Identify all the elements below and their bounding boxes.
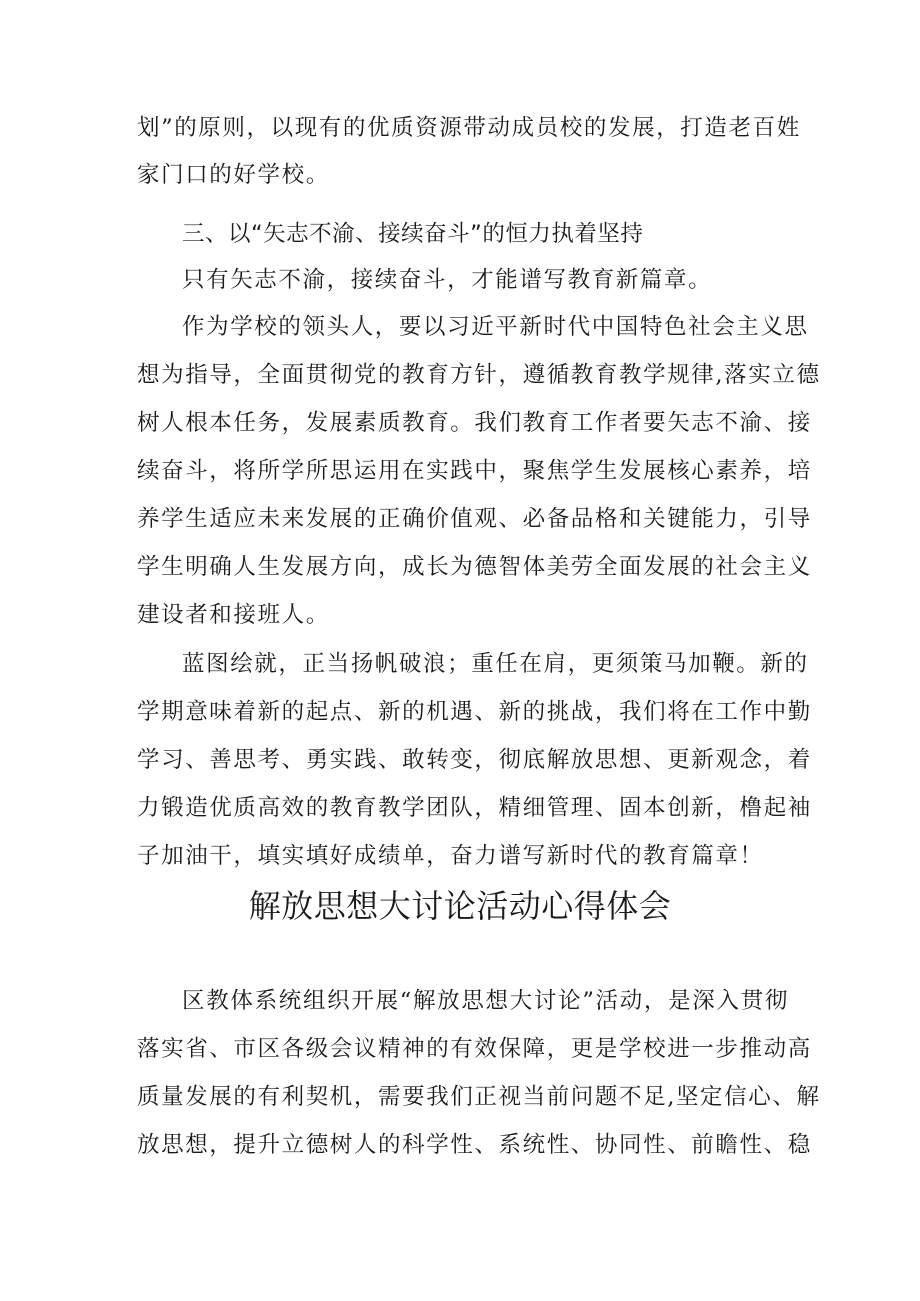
paragraph-line: 学期意味着新的起点、新的机遇、新的挑战，我们将在工作中勤 <box>137 699 812 725</box>
section-heading: 三、以“矢志不渝、接续奋斗”的恒力执着坚持 <box>182 221 644 247</box>
paragraph-line: 学生明确人生发展方向，成长为德智体美劳全面发展的社会主义 <box>137 554 812 580</box>
paragraph-line: 学习、善思考、勇实践、敢转变，彻底解放思想、更新观念，着 <box>137 747 812 773</box>
paragraph-line: 建设者和接班人。 <box>137 602 330 628</box>
paragraph-line: 想为指导，全面贯彻党的教育方针，遵循教育教学规律,落实立德 <box>137 362 821 388</box>
paragraph-line: 划”的原则，以现有的优质资源带动成员校的发展，打造老百姓 <box>137 115 801 141</box>
paragraph-line: 落实省、市区各级会议精神的有效保障，更是学校进一步推动高 <box>137 1036 812 1062</box>
paragraph-line: 区教体系统组织开展“解放思想大讨论”活动，是深入贯彻 <box>182 988 789 1014</box>
paragraph-line: 树人根本任务，发展素质教育。我们教育工作者要矢志不渝、接 <box>137 410 812 436</box>
paragraph-line: 作为学校的领头人，要以习近平新时代中国特色社会主义思 <box>182 314 809 340</box>
paragraph-line: 家门口的好学校。 <box>137 162 330 188</box>
paragraph-line: 子加油干，填实填好成绩单，奋力谱写新时代的教育篇章！ <box>137 843 764 869</box>
paragraph-line: 续奋斗，将所学所思运用在实践中，聚焦学生发展核心素养，培 <box>137 458 812 484</box>
paragraph-line: 力锻造优质高效的教育教学团队，精细管理、固本创新，橹起袖 <box>137 795 812 821</box>
paragraph-line: 放思想，提升立德树人的科学性、系统性、协同性、前瞻性、稳 <box>137 1132 812 1158</box>
document-title: 解放思想大讨论活动心得体会 <box>248 887 672 925</box>
paragraph-line: 养学生适应未来发展的正确价值观、必备品格和关键能力，引导 <box>137 506 812 532</box>
paragraph-line: 只有矢志不渝，接续奋斗，才能谱写教育新篇章。 <box>182 267 713 293</box>
paragraph-line: 质量发展的有利契机，需要我们正视当前问题不足,坚定信心、解 <box>137 1084 821 1110</box>
paragraph-line: 蓝图绘就，正当扬帆破浪；重任在肩，更须策马加鞭。新的 <box>182 651 809 677</box>
